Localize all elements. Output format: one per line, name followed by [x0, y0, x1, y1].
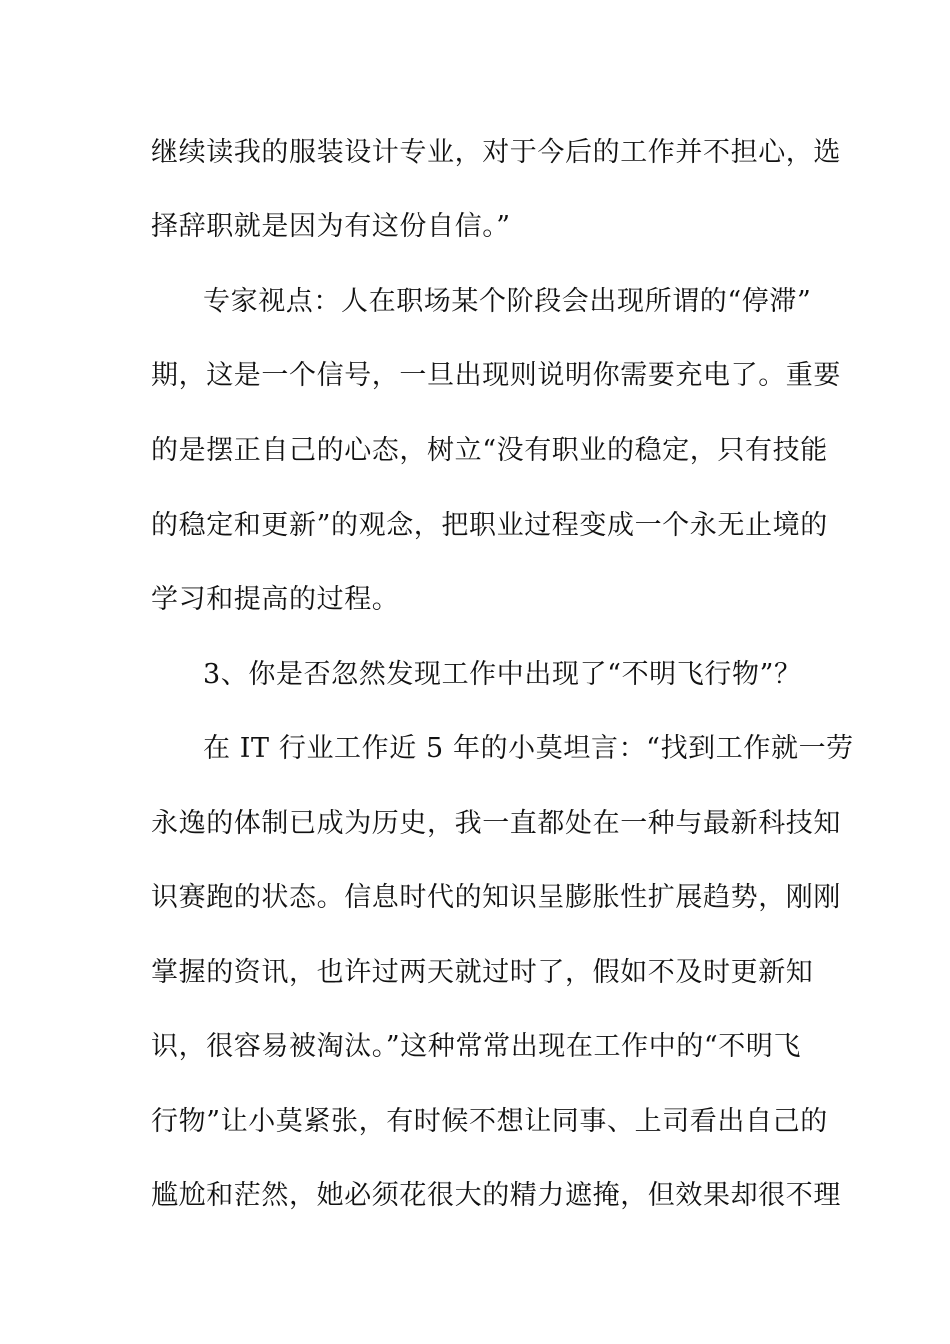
text-line-1: 继续读我的服装设计专业，对于今后的工作并不担心，选 — [151, 137, 841, 168]
section-heading: 3、你是否忽然发现工作中出现了“不明飞行物”？ — [203, 659, 802, 690]
text-line-5: 的是摆正自己的心态，树立“没有职业的稳定，只有技能 — [151, 435, 828, 466]
text-line-6: 的稳定和更新”的观念，把职业过程变成一个永无止境的 — [151, 510, 828, 541]
text-line-7: 学习和提高的过程。 — [151, 584, 400, 615]
text-line-10: 永逸的体制已成为历史，我一直都处在一种与最新科技知 — [151, 808, 841, 839]
text-line-13: 识，很容易被淘汰。”这种常常出现在工作中的“不明飞 — [151, 1031, 802, 1062]
text-line-11: 识赛跑的状态。信息时代的知识呈膨胀性扩展趋势，刚刚 — [151, 882, 841, 913]
text-line-12: 掌握的资讯，也许过两天就过时了，假如不及时更新知 — [151, 957, 814, 988]
text-line-9: 在 IT 行业工作近 5 年的小莫坦言：“找到工作就一劳 — [203, 733, 854, 764]
text-line-4: 期，这是一个信号，一旦出现则说明你需要充电了。重要 — [151, 360, 841, 391]
text-line-14: 行物”让小莫紧张，有时候不想让同事、上司看出自己的 — [151, 1106, 828, 1137]
text-line-2: 择辞职就是因为有这份自信。” — [151, 211, 511, 242]
text-line-3: 专家视点：人在职场某个阶段会出现所谓的“停滞” — [203, 286, 812, 317]
text-line-15: 尴尬和茫然，她必须花很大的精力遮掩，但效果却很不理 — [151, 1180, 841, 1211]
